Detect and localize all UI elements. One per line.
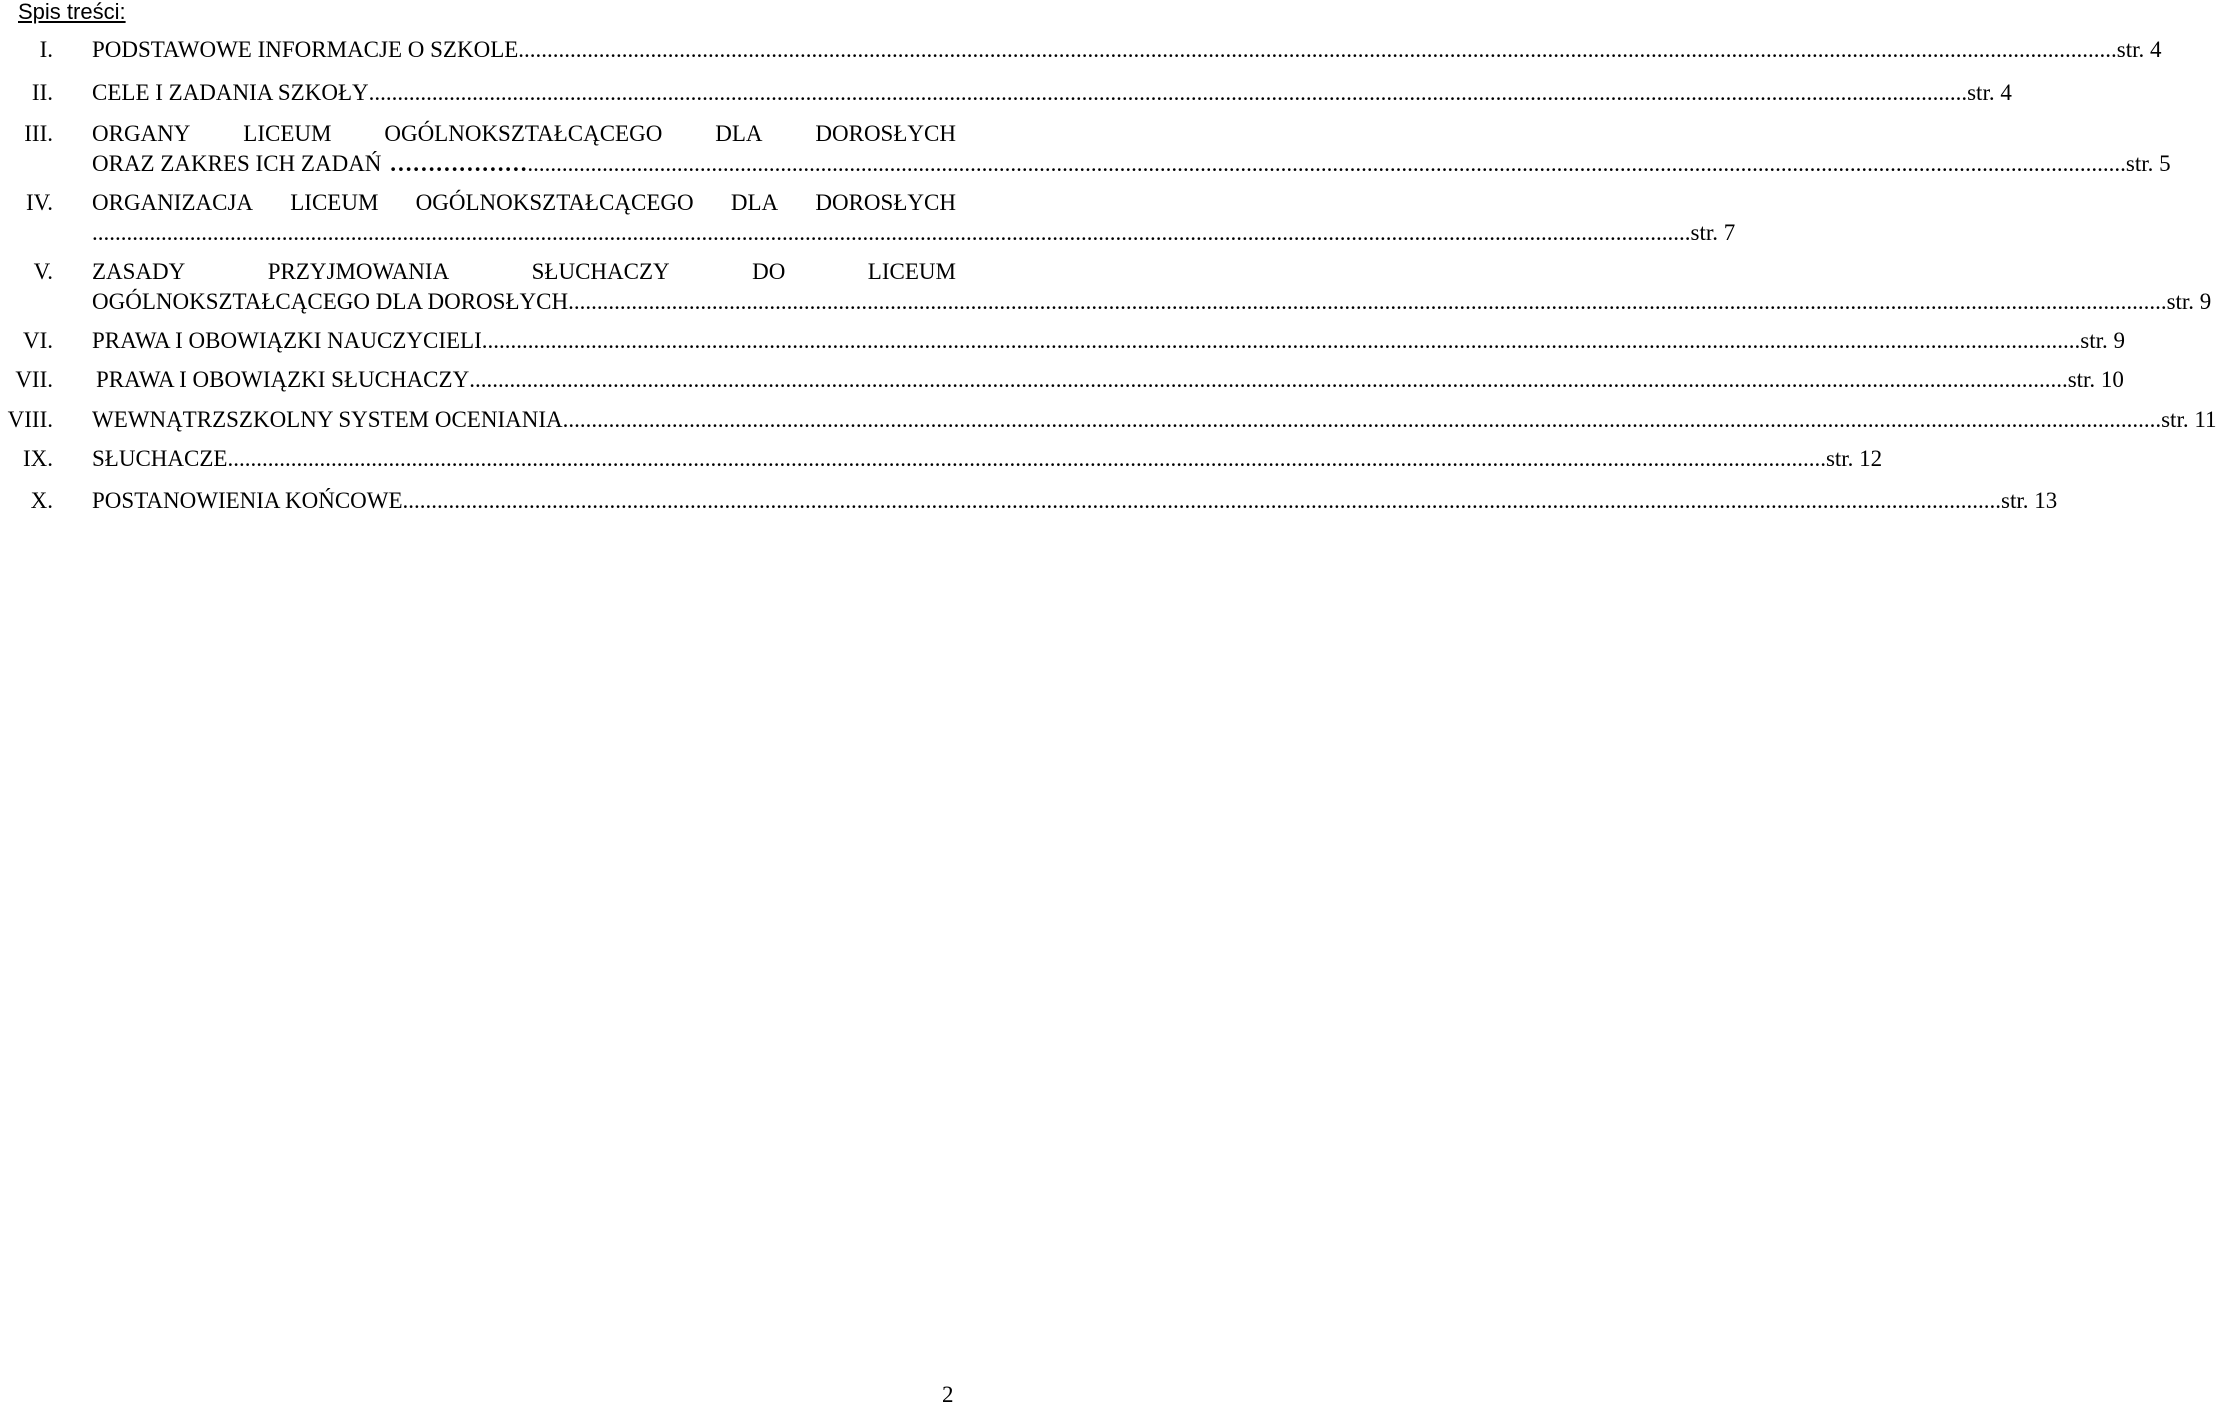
word: LICEUM xyxy=(243,121,332,146)
toc-entry-line xyxy=(92,442,1883,476)
dot-leader: ...................................................................................................................................................................................................................................................................................... xyxy=(402,488,2002,513)
toc-entry-line xyxy=(92,147,2171,181)
toc-entry-number: VI. xyxy=(22,328,53,353)
dot-leader: ...................................................................................................................................................................................................................................................................................... xyxy=(481,328,2081,353)
word: DO xyxy=(752,259,786,284)
word: ORGANY xyxy=(92,121,191,146)
word: ZASADY xyxy=(92,259,186,284)
page-number: 2 xyxy=(942,1382,954,1407)
toc-entry-line-justified xyxy=(92,117,956,151)
toc-entry-title: CELE I ZADANIA SZKOŁY xyxy=(92,80,369,105)
word: OGÓLNOKSZTAŁCĄCEGO xyxy=(384,121,663,146)
word: ORGANIZACJA xyxy=(92,190,253,215)
toc-entry-page: str. 12 xyxy=(1825,446,1883,471)
toc-entry-title: ORAZ ZAKRES ICH ZADAŃ xyxy=(92,151,382,176)
toc-entry-number: V. xyxy=(33,259,53,284)
toc-entry-number: I. xyxy=(39,37,53,62)
toc-entry-line xyxy=(92,484,2058,518)
toc-entry-line-justified xyxy=(92,186,956,220)
bold-leader: ……………… xyxy=(389,151,528,176)
toc-heading: Spis treści: xyxy=(18,0,126,24)
word: DOROSŁYCH xyxy=(815,190,956,215)
word: DLA xyxy=(730,190,779,215)
dot-leader: ...................................................................................................................................................................................................................................................................................... xyxy=(562,407,2162,432)
toc-entry-line-justified xyxy=(92,255,956,289)
toc-entry-page: str. 9 xyxy=(2166,289,2212,314)
toc-entry-number: X. xyxy=(30,488,53,513)
toc-entry-number: VIII. xyxy=(7,407,53,432)
toc-entry-title: PRAWA I OBOWIĄZKI NAUCZYCIELI xyxy=(92,328,482,353)
toc-entry-line xyxy=(92,403,2217,437)
toc-entry-line xyxy=(92,76,2012,110)
word: PRZYJMOWANIA xyxy=(267,259,450,284)
toc-entry-page: str. 4 xyxy=(1967,80,2012,105)
dot-leader: ...................................................................................................................................................................................................................................................................................... xyxy=(568,289,2167,314)
word: OGÓLNOKSZTAŁCĄCEGO xyxy=(415,190,694,215)
toc-entry-number: IV. xyxy=(25,190,53,215)
toc-entry-title: PRAWA I OBOWIĄZKI SŁUCHACZY xyxy=(96,367,470,392)
toc-entry-page: str. 4 xyxy=(2116,37,2162,62)
toc-entry-line xyxy=(92,216,1736,250)
dot-leader: ...................................................................................................................................................................................................................................................................................... xyxy=(527,151,2126,176)
toc-entry-page: str. 10 xyxy=(2067,367,2124,392)
toc-entry-page: str. 7 xyxy=(1690,220,1736,245)
toc-entry-number: II. xyxy=(31,80,53,105)
toc-entry-number: IX. xyxy=(22,446,53,471)
toc-entry-title: WEWNĄTRZSZKOLNY SYSTEM OCENIANIA xyxy=(92,407,563,432)
toc-entry-title: SŁUCHACZE xyxy=(92,446,228,471)
toc-entry-title: POSTANOWIENIA KOŃCOWE xyxy=(92,488,403,513)
toc-entry-line xyxy=(92,33,2162,67)
toc-entry-number: VII. xyxy=(15,367,53,392)
dot-leader: ...................................................................................................................................................................................................................................................................................... xyxy=(469,367,2068,392)
toc-entry-title: OGÓLNOKSZTAŁCĄCEGO DLA DOROSŁYCH xyxy=(92,289,569,314)
toc-entry-page: str. 13 xyxy=(2001,488,2058,513)
dot-leader: ...................................................................................................................................................................................................................................................................................... xyxy=(227,446,1826,471)
word: DOROSŁYCH xyxy=(815,121,956,146)
toc-entry-page: str. 5 xyxy=(2125,151,2171,176)
word: DLA xyxy=(715,121,763,146)
toc-entry-line xyxy=(92,285,2212,319)
toc-entry-title: PODSTAWOWE INFORMACJE O SZKOLE xyxy=(92,37,519,62)
dot-leader: ...................................................................................................................................................................................................................................................................................... xyxy=(92,220,1691,245)
word: LICEUM xyxy=(867,259,956,284)
toc-entry-number: III. xyxy=(24,121,53,146)
word: LICEUM xyxy=(290,190,379,215)
toc-entry-line xyxy=(92,324,2125,358)
dot-leader: ...................................................................................................................................................................................................................................................................................... xyxy=(368,80,1968,105)
toc-entry-page: str. 11 xyxy=(2161,407,2217,432)
word: SŁUCHACZY xyxy=(531,259,670,284)
dot-leader: ...................................................................................................................................................................................................................................................................................... xyxy=(518,37,2117,62)
toc-entry-page: str. 9 xyxy=(2080,328,2125,353)
toc-entry-line xyxy=(96,363,2124,397)
